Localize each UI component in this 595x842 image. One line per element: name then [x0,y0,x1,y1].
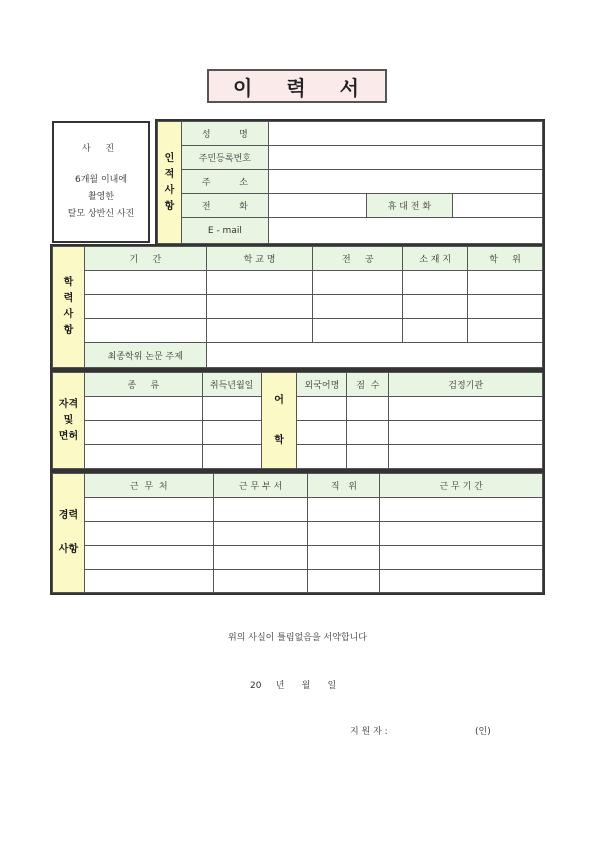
lang-cell[interactable] [297,445,347,469]
edu-cell[interactable] [206,319,313,343]
career-cell[interactable] [84,570,213,593]
lang-cell[interactable] [297,397,347,421]
applicant-signature-field[interactable] [405,720,470,736]
edu-cell[interactable] [313,295,403,319]
table-row [53,546,543,570]
career-cell[interactable] [308,570,380,593]
lic-cell[interactable] [202,421,261,445]
career-cell[interactable] [308,522,380,546]
career-cell[interactable] [308,498,380,522]
edu-cell[interactable] [84,319,206,343]
edu-cell[interactable] [313,271,403,295]
title-char-2: 력 [286,75,308,100]
seal-mark: (인) [475,727,491,737]
edu-cell[interactable] [84,295,206,319]
table-row [53,271,543,295]
edu-cell[interactable] [468,319,543,343]
edu-cell[interactable] [403,271,468,295]
table-row [53,445,543,469]
edu-cell[interactable] [206,271,313,295]
edu-col-school: 학 교 명 [206,247,313,271]
photo-heading: 사 진 [81,144,121,154]
rrn-label: 주민등록번호 [181,146,268,170]
table-row [53,397,543,421]
lang-cell[interactable] [389,421,543,445]
mobile-label: 휴 대 전 화 [366,194,453,218]
licenses-table [52,372,543,469]
career-cell[interactable] [213,522,308,546]
edu-col-location: 소 재 지 [403,247,468,271]
career-cell[interactable] [308,546,380,570]
name-label: 성 명 [181,122,268,146]
lang-cell[interactable] [389,445,543,469]
career-col-workplace: 근 무 처 [84,474,213,498]
name-field[interactable] [268,122,542,146]
phone-label: 전 화 [181,194,268,218]
edu-col-degree: 학 위 [468,247,543,271]
address-field[interactable] [268,170,542,194]
date-line: 20 년 월 일 [250,681,337,691]
career-cell[interactable] [380,546,543,570]
edu-cell[interactable] [468,295,543,319]
table-row [53,295,543,319]
career-cell[interactable] [84,522,213,546]
edu-cell[interactable] [468,271,543,295]
applicant-label: 지 원 자 : [350,727,388,737]
edu-cell[interactable] [403,319,468,343]
table-row [53,421,543,445]
address-label: 주 소 [181,170,268,194]
personal-section-label: 인 적 사 항 [158,122,182,244]
career-cell[interactable] [84,546,213,570]
education-table [52,246,543,368]
table-row [53,319,543,343]
lic-cell[interactable] [202,445,261,469]
career-cell[interactable] [380,522,543,546]
career-table [52,473,543,593]
career-col-position: 직 위 [308,474,380,498]
career-cell[interactable] [213,570,308,593]
rrn-field[interactable] [268,146,542,170]
document-title [207,69,387,103]
email-label: E - mail [181,218,268,244]
edu-cell[interactable] [84,271,206,295]
edu-col-major: 전 공 [313,247,403,271]
photo-note-line-2: 촬영한 [87,192,115,202]
table-row [53,498,543,522]
title-char-3: 서 [339,75,361,100]
career-section-label: 경력 사항 [53,474,85,593]
career-cell[interactable] [380,498,543,522]
language-section-label: 어 학 [261,373,297,469]
edu-cell[interactable] [313,319,403,343]
career-col-period: 근 무 기 간 [380,474,543,498]
lic-col-date: 취득년월일 [202,373,261,397]
title-char-1: 이 [233,75,255,100]
lic-cell[interactable] [84,421,202,445]
licenses-section-label: 자격 및 면허 [53,373,85,469]
lang-cell[interactable] [389,397,543,421]
lang-col-name: 외국어명 [297,373,347,397]
photo-note-line-1: 6개월 이내에 [74,175,128,185]
career-cell[interactable] [380,570,543,593]
lang-col-score: 점 수 [347,373,389,397]
lic-cell[interactable] [202,397,261,421]
phone-field[interactable] [268,194,366,218]
table-row [53,570,543,593]
lang-cell[interactable] [297,421,347,445]
email-field[interactable] [268,218,542,244]
photo-note-line-3: 탈모 상반신 사진 [67,209,135,219]
career-cell[interactable] [213,498,308,522]
personal-info-table [157,121,543,244]
mobile-field[interactable] [453,194,543,218]
table-row [53,522,543,546]
lang-cell[interactable] [347,445,389,469]
education-section-label: 학 력 사 항 [53,247,85,368]
edu-cell[interactable] [206,295,313,319]
lic-cell[interactable] [84,445,202,469]
photo-placeholder[interactable] [52,121,150,243]
thesis-label: 최종학위 논문 주제 [84,343,206,368]
career-col-dept: 근 무 부 서 [213,474,308,498]
career-cell[interactable] [84,498,213,522]
edu-cell[interactable] [403,295,468,319]
lang-cell[interactable] [347,421,389,445]
lang-cell[interactable] [347,397,389,421]
career-cell[interactable] [213,546,308,570]
edu-col-period: 기 간 [84,247,206,271]
lang-col-agency: 검정기관 [389,373,543,397]
pledge-text: 위의 사실이 틀림없음을 서약합니다 [228,633,367,643]
thesis-field[interactable] [206,343,542,368]
lic-col-type: 종 류 [84,373,202,397]
lic-cell[interactable] [84,397,202,421]
